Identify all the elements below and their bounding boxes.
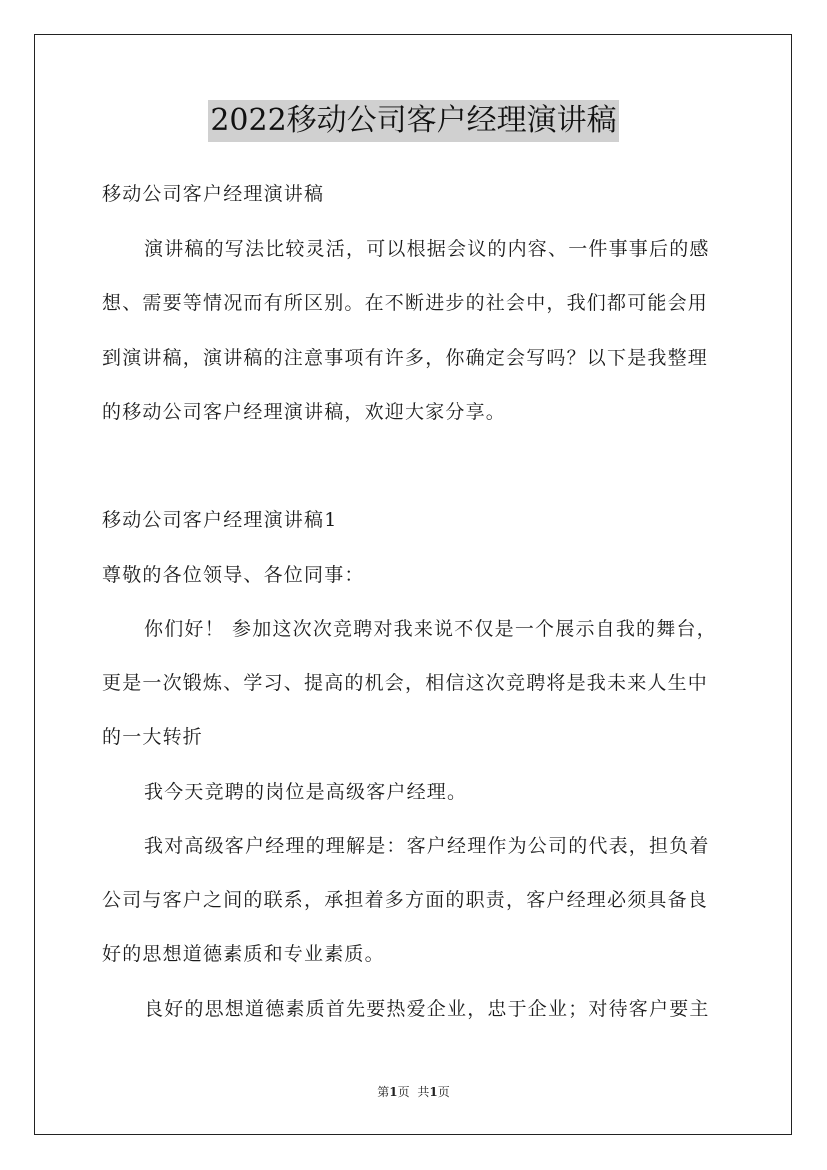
footer-total-suffix: 页 — [437, 1085, 450, 1099]
page-number: 1 — [389, 1085, 398, 1099]
page-footer — [0, 1083, 827, 1100]
document-title: 2022移动公司客户经理演讲稿 — [208, 100, 618, 142]
paragraph-line: 演讲稿的写法比较灵活，可以根据会议的内容、一件事事后的感 — [144, 238, 710, 260]
total-pages: 1 — [429, 1085, 438, 1099]
paragraph-line: 我对高级客户经理的理解是：客户经理作为公司的代表，担负着 — [144, 835, 710, 857]
paragraph-line: 良好的思想道德素质首先要热爱企业，忠于企业；对待客户要主 — [144, 998, 710, 1020]
paragraph-line: 到演讲稿，演讲稿的注意事项有许多，你确定会写吗？以下是我整理 — [102, 347, 709, 369]
paragraph-line: 我今天竞聘的岗位是高级客户经理。 — [144, 781, 468, 803]
title-wrap — [0, 100, 827, 142]
paragraph-line: 想、需要等情况而有所区别。在不断进步的社会中，我们都可能会用 — [102, 292, 709, 314]
footer-prefix: 第 — [377, 1085, 390, 1099]
footer-total-prefix: 共 — [417, 1085, 430, 1099]
section-heading: 移动公司客户经理演讲稿 — [102, 183, 325, 205]
paragraph-line: 的一大转折 — [102, 726, 204, 748]
salutation: 尊敬的各位领导、各位同事： — [102, 564, 365, 586]
section-heading: 移动公司客户经理演讲稿1 — [102, 509, 338, 531]
paragraph-line: 好的思想道德素质和专业素质。 — [102, 943, 385, 965]
paragraph-line: 你们好！ 参加这次次竞聘对我来说不仅是一个展示自我的舞台， — [144, 618, 717, 640]
paragraph-line: 公司与客户之间的联系，承担着多方面的职责，客户经理必须具备良 — [102, 889, 709, 911]
paragraph-line: 更是一次锻炼、学习、提高的机会，相信这次竞聘将是我未来人生中 — [102, 672, 709, 694]
paragraph-line: 的移动公司客户经理演讲稿，欢迎大家分享。 — [102, 401, 507, 423]
footer-page-suffix: 页 — [397, 1085, 410, 1099]
